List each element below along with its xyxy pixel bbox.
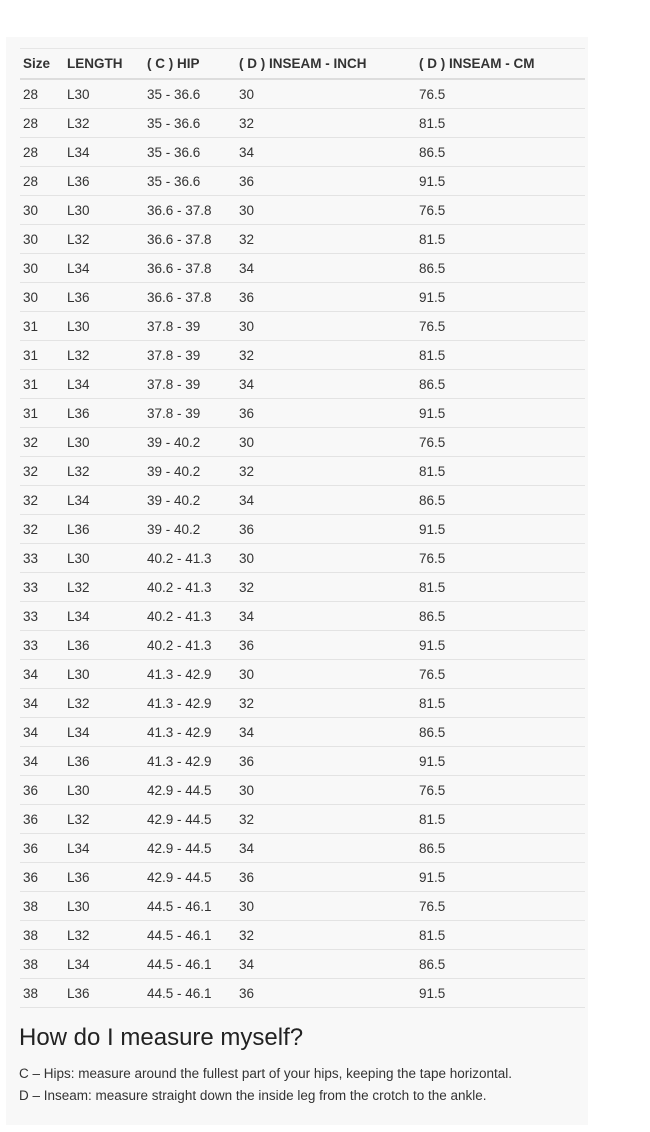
hip-cell: 35 - 36.6 (144, 109, 236, 138)
inseam-cm-cell: 86.5 (416, 950, 585, 979)
length-cell: L34 (64, 602, 144, 631)
size-cell: 34 (20, 660, 64, 689)
hip-cell: 44.5 - 46.1 (144, 892, 236, 921)
length-cell: L34 (64, 718, 144, 747)
size-cell: 31 (20, 312, 64, 341)
inseam-inch-cell: 32 (236, 457, 416, 486)
inseam-cm-cell: 76.5 (416, 776, 585, 805)
length-cell: L34 (64, 138, 144, 167)
table-row (20, 921, 585, 950)
column-header-length: LENGTH (64, 49, 144, 80)
inseam-cm-cell: 91.5 (416, 979, 585, 1008)
table-row (20, 254, 585, 283)
inseam-inch-cell: 34 (236, 370, 416, 399)
hip-cell: 41.3 - 42.9 (144, 689, 236, 718)
inseam-cm-cell: 86.5 (416, 254, 585, 283)
table-row (20, 834, 585, 863)
size-cell: 36 (20, 863, 64, 892)
length-cell: L36 (64, 399, 144, 428)
length-cell: L36 (64, 979, 144, 1008)
length-cell: L30 (64, 79, 144, 109)
size-cell: 28 (20, 167, 64, 196)
size-cell: 38 (20, 921, 64, 950)
size-cell: 30 (20, 283, 64, 312)
hip-cell: 36.6 - 37.8 (144, 196, 236, 225)
table-row (20, 79, 585, 109)
table-row (20, 689, 585, 718)
table-row (20, 196, 585, 225)
hip-cell: 35 - 36.6 (144, 138, 236, 167)
column-header-inseam-cm: ( D ) INSEAM - CM (416, 49, 585, 80)
table-row (20, 892, 585, 921)
hip-cell: 35 - 36.6 (144, 167, 236, 196)
inseam-cm-cell: 91.5 (416, 167, 585, 196)
size-cell: 32 (20, 428, 64, 457)
size-cell: 36 (20, 805, 64, 834)
table-row (20, 747, 585, 776)
size-cell: 38 (20, 950, 64, 979)
inseam-cm-cell: 81.5 (416, 573, 585, 602)
inseam-cm-cell: 76.5 (416, 660, 585, 689)
table-row (20, 660, 585, 689)
table-row (20, 138, 585, 167)
size-cell: 32 (20, 486, 64, 515)
inseam-inch-cell: 30 (236, 776, 416, 805)
length-cell: L36 (64, 863, 144, 892)
inseam-inch-cell: 32 (236, 689, 416, 718)
hip-cell: 40.2 - 41.3 (144, 573, 236, 602)
column-header-size: Size (20, 49, 64, 80)
length-cell: L30 (64, 428, 144, 457)
size-cell: 33 (20, 573, 64, 602)
table-row (20, 370, 585, 399)
table-row (20, 457, 585, 486)
length-cell: L32 (64, 573, 144, 602)
size-cell: 31 (20, 370, 64, 399)
hip-cell: 42.9 - 44.5 (144, 776, 236, 805)
inseam-cm-cell: 81.5 (416, 805, 585, 834)
size-cell: 28 (20, 109, 64, 138)
size-cell: 31 (20, 341, 64, 370)
inseam-inch-cell: 34 (236, 602, 416, 631)
size-cell: 31 (20, 399, 64, 428)
size-cell: 30 (20, 196, 64, 225)
hip-cell: 42.9 - 44.5 (144, 834, 236, 863)
inseam-inch-cell: 36 (236, 747, 416, 776)
size-cell: 33 (20, 602, 64, 631)
size-cell: 28 (20, 138, 64, 167)
hip-cell: 41.3 - 42.9 (144, 718, 236, 747)
hip-cell: 41.3 - 42.9 (144, 747, 236, 776)
inseam-inch-cell: 34 (236, 254, 416, 283)
hip-cell: 40.2 - 41.3 (144, 631, 236, 660)
hip-cell: 36.6 - 37.8 (144, 283, 236, 312)
size-cell: 33 (20, 544, 64, 573)
inseam-cm-cell: 91.5 (416, 283, 585, 312)
inseam-cm-cell: 86.5 (416, 370, 585, 399)
hip-cell: 37.8 - 39 (144, 399, 236, 428)
inseam-cm-cell: 76.5 (416, 428, 585, 457)
hip-cell: 39 - 40.2 (144, 486, 236, 515)
table-row (20, 399, 585, 428)
length-cell: L30 (64, 660, 144, 689)
inseam-cm-cell: 91.5 (416, 631, 585, 660)
inseam-inch-cell: 32 (236, 341, 416, 370)
length-cell: L36 (64, 283, 144, 312)
length-cell: L36 (64, 167, 144, 196)
measure-heading: How do I measure myself? (19, 1024, 304, 1051)
length-cell: L34 (64, 834, 144, 863)
hip-cell: 42.9 - 44.5 (144, 863, 236, 892)
table-body (20, 79, 585, 1008)
table-row (20, 805, 585, 834)
table-header (20, 49, 585, 80)
length-cell: L34 (64, 254, 144, 283)
length-cell: L30 (64, 892, 144, 921)
inseam-cm-cell: 86.5 (416, 486, 585, 515)
inseam-inch-cell: 32 (236, 225, 416, 254)
inseam-inch-cell: 30 (236, 892, 416, 921)
inseam-cm-cell: 81.5 (416, 109, 585, 138)
length-cell: L32 (64, 689, 144, 718)
table-row (20, 950, 585, 979)
inseam-inch-cell: 34 (236, 718, 416, 747)
size-cell: 34 (20, 718, 64, 747)
inseam-inch-cell: 32 (236, 921, 416, 950)
table-row (20, 718, 585, 747)
inseam-inch-cell: 30 (236, 544, 416, 573)
hip-cell: 39 - 40.2 (144, 457, 236, 486)
length-cell: L34 (64, 370, 144, 399)
size-cell: 36 (20, 776, 64, 805)
inseam-inch-cell: 36 (236, 979, 416, 1008)
inseam-cm-cell: 81.5 (416, 341, 585, 370)
hip-cell: 35 - 36.6 (144, 79, 236, 109)
table-row (20, 486, 585, 515)
inseam-inch-cell: 36 (236, 863, 416, 892)
length-cell: L32 (64, 341, 144, 370)
inseam-inch-cell: 36 (236, 515, 416, 544)
size-cell: 33 (20, 631, 64, 660)
hip-cell: 40.2 - 41.3 (144, 544, 236, 573)
length-cell: L32 (64, 109, 144, 138)
inseam-cm-cell: 76.5 (416, 892, 585, 921)
length-cell: L32 (64, 225, 144, 254)
inseam-cm-cell: 86.5 (416, 602, 585, 631)
table-row (20, 979, 585, 1008)
hip-measure-note: C – Hips: measure around the fullest part of your hips, keeping the tape horizontal. (19, 1066, 513, 1081)
inseam-inch-cell: 30 (236, 660, 416, 689)
table-row (20, 863, 585, 892)
size-cell: 30 (20, 254, 64, 283)
table-row (20, 225, 585, 254)
column-header-hip: ( C ) HIP (144, 49, 236, 80)
hip-cell: 40.2 - 41.3 (144, 602, 236, 631)
table-row (20, 544, 585, 573)
table-row (20, 109, 585, 138)
hip-cell: 44.5 - 46.1 (144, 921, 236, 950)
inseam-inch-cell: 30 (236, 79, 416, 109)
inseam-inch-cell: 32 (236, 573, 416, 602)
table-row (20, 631, 585, 660)
inseam-cm-cell: 81.5 (416, 457, 585, 486)
hip-cell: 39 - 40.2 (144, 428, 236, 457)
length-cell: L30 (64, 312, 144, 341)
size-cell: 36 (20, 834, 64, 863)
length-cell: L32 (64, 457, 144, 486)
size-cell: 38 (20, 979, 64, 1008)
inseam-inch-cell: 30 (236, 196, 416, 225)
inseam-inch-cell: 32 (236, 109, 416, 138)
inseam-measure-note: D – Inseam: measure straight down the inside leg from the crotch to the ankle. (19, 1088, 487, 1103)
hip-cell: 36.6 - 37.8 (144, 225, 236, 254)
inseam-inch-cell: 34 (236, 834, 416, 863)
table-row (20, 341, 585, 370)
inseam-cm-cell: 91.5 (416, 747, 585, 776)
hip-cell: 37.8 - 39 (144, 341, 236, 370)
inseam-cm-cell: 81.5 (416, 225, 585, 254)
hip-cell: 41.3 - 42.9 (144, 660, 236, 689)
size-cell: 32 (20, 457, 64, 486)
column-header-inseam-inch: ( D ) INSEAM - INCH (236, 49, 416, 80)
inseam-cm-cell: 91.5 (416, 399, 585, 428)
length-cell: L34 (64, 950, 144, 979)
inseam-cm-cell: 86.5 (416, 834, 585, 863)
hip-cell: 44.5 - 46.1 (144, 950, 236, 979)
table-row (20, 283, 585, 312)
inseam-cm-cell: 86.5 (416, 138, 585, 167)
inseam-inch-cell: 36 (236, 399, 416, 428)
hip-cell: 37.8 - 39 (144, 370, 236, 399)
size-cell: 32 (20, 515, 64, 544)
hip-cell: 39 - 40.2 (144, 515, 236, 544)
size-cell: 38 (20, 892, 64, 921)
table-row (20, 515, 585, 544)
length-cell: L36 (64, 631, 144, 660)
table-row (20, 573, 585, 602)
inseam-cm-cell: 91.5 (416, 863, 585, 892)
inseam-inch-cell: 34 (236, 138, 416, 167)
length-cell: L30 (64, 196, 144, 225)
inseam-cm-cell: 76.5 (416, 544, 585, 573)
length-cell: L32 (64, 921, 144, 950)
size-chart-table (20, 48, 585, 1008)
length-cell: L30 (64, 776, 144, 805)
inseam-cm-cell: 76.5 (416, 79, 585, 109)
length-cell: L36 (64, 747, 144, 776)
inseam-inch-cell: 30 (236, 428, 416, 457)
hip-cell: 42.9 - 44.5 (144, 805, 236, 834)
inseam-inch-cell: 34 (236, 486, 416, 515)
length-cell: L32 (64, 805, 144, 834)
inseam-inch-cell: 32 (236, 805, 416, 834)
inseam-inch-cell: 30 (236, 312, 416, 341)
table-row (20, 428, 585, 457)
table-row (20, 167, 585, 196)
size-cell: 30 (20, 225, 64, 254)
inseam-inch-cell: 36 (236, 283, 416, 312)
length-cell: L34 (64, 486, 144, 515)
inseam-cm-cell: 86.5 (416, 718, 585, 747)
table-row (20, 602, 585, 631)
inseam-cm-cell: 81.5 (416, 689, 585, 718)
inseam-inch-cell: 34 (236, 950, 416, 979)
length-cell: L36 (64, 515, 144, 544)
size-chart-panel (6, 37, 588, 1125)
inseam-inch-cell: 36 (236, 167, 416, 196)
inseam-cm-cell: 91.5 (416, 515, 585, 544)
inseam-inch-cell: 36 (236, 631, 416, 660)
size-cell: 34 (20, 747, 64, 776)
table-row (20, 776, 585, 805)
inseam-cm-cell: 81.5 (416, 921, 585, 950)
size-cell: 28 (20, 79, 64, 109)
hip-cell: 37.8 - 39 (144, 312, 236, 341)
length-cell: L30 (64, 544, 144, 573)
inseam-cm-cell: 76.5 (416, 196, 585, 225)
table-header-row (20, 49, 585, 80)
size-cell: 34 (20, 689, 64, 718)
hip-cell: 36.6 - 37.8 (144, 254, 236, 283)
inseam-cm-cell: 76.5 (416, 312, 585, 341)
hip-cell: 44.5 - 46.1 (144, 979, 236, 1008)
table-row (20, 312, 585, 341)
